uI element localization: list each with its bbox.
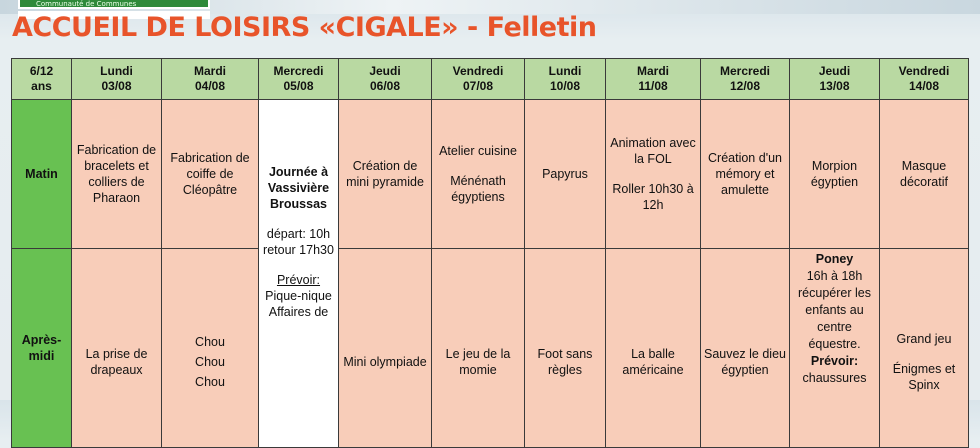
day-date: 07/08	[462, 79, 494, 93]
afternoon-activity	[880, 249, 969, 448]
day-date: 11/08	[638, 79, 668, 93]
afternoon-activity: Sauvez le dieu égyptien	[701, 249, 790, 448]
day-name: Mercredi	[719, 64, 771, 78]
morning-activity: Morpion égyptien	[790, 100, 880, 249]
afternoon-row	[12, 249, 969, 448]
day-header	[72, 59, 162, 100]
schedule-table	[11, 58, 969, 448]
day-name: Mardi	[636, 64, 669, 78]
morning-activity: Masque décoratif	[880, 100, 969, 249]
day-name: Vendredi	[898, 64, 950, 78]
morning-activity: Papyrus	[525, 100, 606, 249]
excursion-cell	[259, 100, 339, 448]
afternoon-activity: Foot sans règles	[525, 249, 606, 448]
day-header	[880, 59, 969, 100]
age-group-cell	[12, 59, 72, 100]
row-label-afternoon	[12, 249, 72, 448]
morning-activity: Création de mini pyramide	[339, 100, 432, 249]
activity-text: Chou	[195, 355, 225, 369]
poney-cell	[790, 249, 880, 448]
day-header	[606, 59, 701, 100]
morning-activity: Fabrication de coiffe de Cléopâtre	[162, 100, 259, 249]
afternoon-activity: Le jeu de la momie	[432, 249, 525, 448]
day-name: Mardi	[193, 64, 226, 78]
spacer	[434, 159, 522, 173]
activity-text: Grand jeu	[896, 332, 952, 346]
logo-text: Communauté de Communes	[36, 0, 137, 8]
spacer	[882, 347, 966, 361]
activity-text: Énigmes et Spinx	[892, 362, 956, 392]
excursion-schedule: départ: 10h retour 17h30	[263, 227, 334, 257]
day-date: 05/08	[283, 79, 314, 93]
day-header	[339, 59, 432, 100]
age-group-line: 6/12	[29, 64, 54, 78]
activity-text: Chou	[195, 375, 225, 389]
day-date: 14/08	[908, 79, 940, 93]
day-name: Mercredi	[273, 64, 324, 78]
day-name: Vendredi	[452, 64, 504, 78]
poney-prevoir-text: chaussures	[802, 371, 867, 385]
header-row	[12, 59, 969, 100]
poney-text: 16h à 18h récupérer les enfants au centre équestre.	[798, 269, 871, 351]
activity-text: Ménénath égyptiens	[450, 174, 506, 204]
poney-title: Poney	[815, 252, 854, 266]
activity-text: Roller 10h30 à 12h	[612, 182, 694, 212]
day-date: 12/08	[729, 79, 761, 93]
day-name: Jeudi	[369, 64, 401, 78]
row-label-line: midi	[28, 349, 55, 363]
row-label-line: Après-	[21, 333, 62, 347]
day-header	[790, 59, 880, 100]
day-header	[701, 59, 790, 100]
morning-row	[12, 100, 969, 249]
morning-activity: Création d'un mémory et amulette	[701, 100, 790, 249]
morning-activity	[432, 100, 525, 249]
day-header	[525, 59, 606, 100]
day-header	[432, 59, 525, 100]
day-name: Lundi	[100, 64, 133, 78]
day-header	[259, 59, 339, 100]
day-name: Jeudi	[818, 64, 851, 78]
afternoon-activity: La balle américaine	[606, 249, 701, 448]
morning-activity	[606, 100, 701, 249]
age-group-line: ans	[31, 79, 52, 93]
afternoon-activity	[162, 249, 259, 448]
excursion-prevoir-text: Pique-nique Affaires de	[265, 289, 332, 319]
day-header	[162, 59, 259, 100]
poney-prevoir-label: Prévoir:	[810, 354, 859, 368]
activity-text: Animation avec la FOL	[610, 136, 696, 166]
activity-text: Chou	[195, 335, 225, 349]
afternoon-activity: La prise de drapeaux	[72, 249, 162, 448]
day-date: 13/08	[819, 79, 850, 93]
activity-text: Atelier cuisine	[439, 144, 517, 158]
day-date: 03/08	[101, 79, 132, 93]
day-date: 04/08	[194, 79, 226, 93]
excursion-title: Journée à Vassivière Broussas	[267, 165, 330, 211]
spacer	[608, 167, 698, 181]
day-date: 06/08	[369, 79, 401, 93]
community-logo	[18, 0, 210, 9]
afternoon-activity: Mini olympiade	[339, 249, 432, 448]
day-date: 10/08	[549, 79, 581, 93]
excursion-prevoir-label: Prévoir:	[276, 273, 321, 287]
row-label-morning: Matin	[12, 100, 72, 249]
morning-activity: Fabrication de bracelets et colliers de Pharaon	[72, 100, 162, 249]
spacer	[261, 258, 336, 272]
spacer	[261, 212, 336, 226]
day-name: Lundi	[548, 64, 582, 78]
page-title: ACCUEIL DE LOISIRS «CIGALE» - Felletin	[12, 12, 597, 43]
